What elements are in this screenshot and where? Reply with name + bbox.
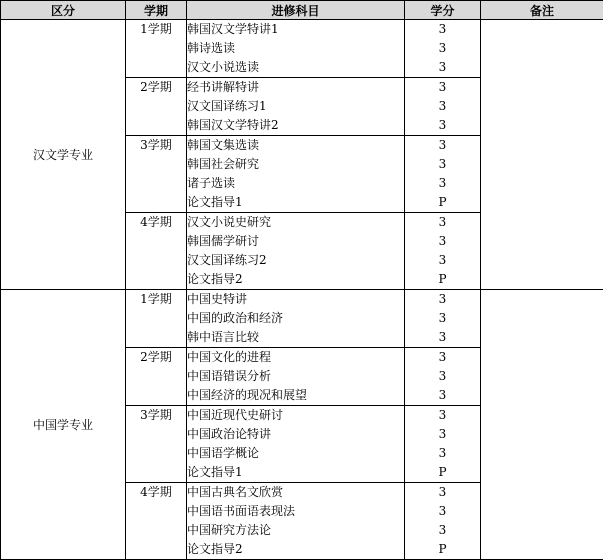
course-name: 中国经济的现况和展望 (187, 386, 404, 405)
course-credit: P (405, 463, 480, 482)
course-credit: 3 (405, 290, 480, 309)
credit-list (405, 20, 481, 78)
course-credit: 3 (405, 213, 480, 232)
course-name: 中国语学概论 (187, 444, 404, 463)
header-division: 区分 (1, 1, 126, 20)
course-name: 论文指导2 (187, 540, 404, 559)
course-name: 汉文国译练习2 (187, 251, 404, 270)
course-name: 中国近现代史研讨 (187, 406, 404, 425)
subject-list (187, 290, 405, 348)
course-credit: 3 (405, 155, 480, 174)
header-semester: 学期 (126, 1, 187, 20)
course-credit: 3 (405, 232, 480, 251)
header-note: 备注 (481, 1, 603, 20)
credit-list (405, 483, 481, 560)
semester-label: 3学期 (126, 136, 187, 213)
course-name: 韩中语言比较 (187, 328, 404, 347)
course-credit: 3 (405, 521, 480, 540)
credit-list (405, 78, 481, 136)
credit-list (405, 406, 481, 483)
course-credit: 3 (405, 406, 480, 425)
course-name: 论文指导1 (187, 193, 404, 212)
course-credit: 3 (405, 116, 480, 135)
course-credit: 3 (405, 367, 480, 386)
course-name: 韩诗选读 (187, 39, 404, 58)
course-name: 韩国文集选读 (187, 136, 404, 155)
course-credit: 3 (405, 483, 480, 502)
subject-list (187, 406, 405, 483)
course-name: 韩国社会研究 (187, 155, 404, 174)
header-row (1, 1, 603, 20)
course-name: 中国古典名文欣赏 (187, 483, 404, 502)
table-row (1, 290, 603, 348)
course-name: 中国语书面语表现法 (187, 502, 404, 521)
major-name: 中国学专业 (1, 290, 126, 560)
course-credit: 3 (405, 58, 480, 77)
semester-label: 1学期 (126, 290, 187, 348)
course-credit: 3 (405, 78, 480, 97)
course-credit: 3 (405, 39, 480, 58)
subject-list (187, 213, 405, 290)
course-name: 论文指导1 (187, 463, 404, 482)
semester-label: 4学期 (126, 213, 187, 290)
course-name: 韩国汉文学特讲2 (187, 116, 404, 135)
course-credit: 3 (405, 348, 480, 367)
credit-list (405, 213, 481, 290)
course-credit: 3 (405, 502, 480, 521)
course-name: 汉文国译练习1 (187, 97, 404, 116)
subject-list (187, 348, 405, 406)
credit-list (405, 348, 481, 406)
semester-label: 3学期 (126, 406, 187, 483)
subject-list (187, 483, 405, 560)
note-cell (481, 290, 603, 560)
course-credit: P (405, 540, 480, 559)
course-name: 韩国汉文学特讲1 (187, 20, 404, 39)
semester-label: 1学期 (126, 20, 187, 78)
course-name: 中国文化的进程 (187, 348, 404, 367)
course-name: 诸子选读 (187, 174, 404, 193)
major-name: 汉文学专业 (1, 20, 126, 290)
course-credit: 3 (405, 136, 480, 155)
course-name: 中国语错误分析 (187, 367, 404, 386)
semester-label: 2学期 (126, 348, 187, 406)
subject-list (187, 20, 405, 78)
credit-list (405, 136, 481, 213)
course-credit: P (405, 270, 480, 289)
header-credit: 学分 (405, 1, 481, 20)
course-name: 汉文小说史研究 (187, 213, 404, 232)
course-name: 汉文小说选读 (187, 58, 404, 77)
course-name: 中国的政治和经济 (187, 309, 404, 328)
course-credit: 3 (405, 174, 480, 193)
course-credit: P (405, 193, 480, 212)
table-row (1, 20, 603, 78)
course-credit: 3 (405, 97, 480, 116)
course-name: 论文指导2 (187, 270, 404, 289)
course-credit: 3 (405, 425, 480, 444)
course-name: 韩国儒学研讨 (187, 232, 404, 251)
subject-list (187, 136, 405, 213)
note-cell (481, 20, 603, 290)
semester-label: 4学期 (126, 483, 187, 560)
course-credit: 3 (405, 444, 480, 463)
subject-list (187, 78, 405, 136)
course-credit: 3 (405, 20, 480, 39)
header-subject: 进修科目 (187, 1, 405, 20)
course-credit: 3 (405, 309, 480, 328)
semester-label: 2学期 (126, 78, 187, 136)
course-credit: 3 (405, 386, 480, 405)
course-name: 中国政治论特讲 (187, 425, 404, 444)
credit-list (405, 290, 481, 348)
course-credit: 3 (405, 251, 480, 270)
course-name: 中国史特讲 (187, 290, 404, 309)
course-credit: 3 (405, 328, 480, 347)
course-name: 中国研究方法论 (187, 521, 404, 540)
course-name: 经书讲解特讲 (187, 78, 404, 97)
